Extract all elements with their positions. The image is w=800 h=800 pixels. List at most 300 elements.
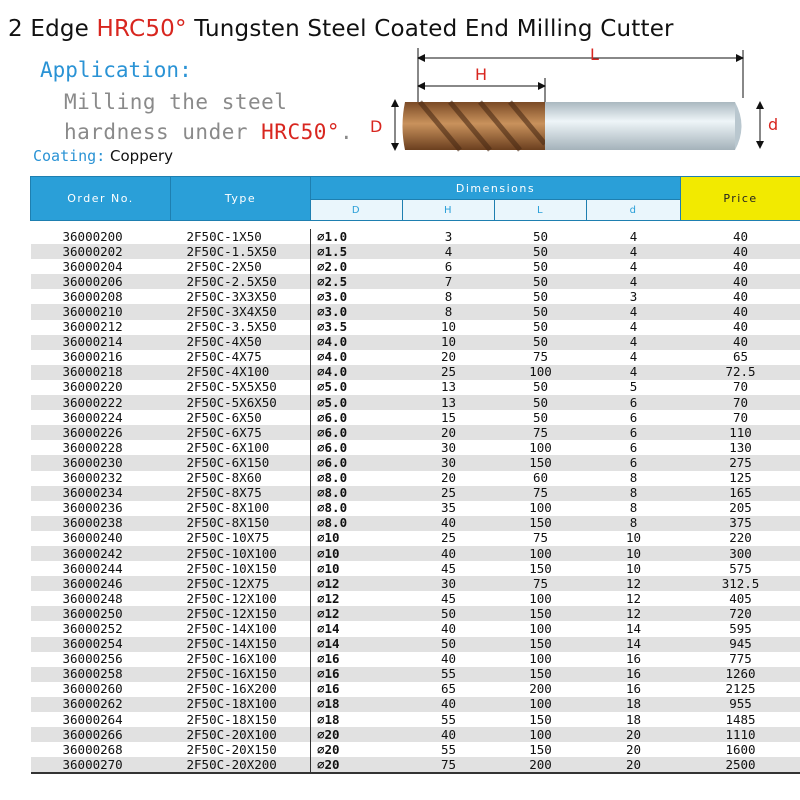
overall-length-cell: 50 — [495, 259, 587, 274]
diameter-cell: ⌀4.0 — [311, 365, 403, 380]
shank-diameter-cell: 8 — [587, 471, 681, 486]
shank-diameter-cell: 4 — [587, 244, 681, 259]
type-cell: 2F50C-4X75 — [171, 350, 311, 365]
overall-length-cell: 75 — [495, 576, 587, 591]
specification-table — [30, 176, 800, 774]
overall-length-cell: 200 — [495, 682, 587, 697]
price-cell: 945 — [681, 637, 800, 652]
overall-length-cell: 100 — [495, 365, 587, 380]
price-cell: 40 — [681, 304, 800, 319]
diameter-cell: ⌀4.0 — [311, 350, 403, 365]
cutter-shank-end — [735, 102, 742, 150]
header-d: d — [587, 200, 681, 221]
flute-length-cell: 40 — [403, 621, 495, 636]
header-type: Type — [171, 177, 311, 221]
table-row — [31, 516, 800, 531]
type-cell: 2F50C-6X50 — [171, 410, 311, 425]
header-order-no: Order No. — [31, 177, 171, 221]
table-row — [31, 591, 800, 606]
price-cell: 70 — [681, 410, 800, 425]
overall-length-cell: 100 — [495, 591, 587, 606]
order-no-cell: 36000214 — [31, 335, 171, 350]
overall-length-cell: 50 — [495, 304, 587, 319]
diameter-cell: ⌀6.0 — [311, 410, 403, 425]
overall-length-cell: 150 — [495, 561, 587, 576]
shank-diameter-cell: 4 — [587, 320, 681, 335]
order-no-cell: 36000252 — [31, 621, 171, 636]
order-no-cell: 36000262 — [31, 697, 171, 712]
shank-diameter-cell: 8 — [587, 486, 681, 501]
order-no-cell: 36000224 — [31, 410, 171, 425]
label-d: d — [768, 115, 779, 134]
order-no-cell: 36000250 — [31, 606, 171, 621]
order-no-cell: 36000208 — [31, 289, 171, 304]
type-cell: 2F50C-8X75 — [171, 486, 311, 501]
price-cell: 955 — [681, 697, 800, 712]
price-cell: 312.5 — [681, 576, 800, 591]
order-no-cell: 36000232 — [31, 471, 171, 486]
price-cell: 125 — [681, 471, 800, 486]
flute-length-cell: 20 — [403, 425, 495, 440]
flute-length-cell: 35 — [403, 501, 495, 516]
application-label: Application: — [40, 58, 192, 82]
diameter-cell: ⌀3.5 — [311, 320, 403, 335]
order-no-cell: 36000216 — [31, 350, 171, 365]
table-row — [31, 259, 800, 274]
shank-diameter-cell: 4 — [587, 229, 681, 244]
type-cell: 2F50C-4X50 — [171, 335, 311, 350]
diameter-cell: ⌀20 — [311, 742, 403, 757]
price-cell: 595 — [681, 621, 800, 636]
price-cell: 40 — [681, 244, 800, 259]
flute-length-cell: 40 — [403, 652, 495, 667]
order-no-cell: 36000256 — [31, 652, 171, 667]
order-no-cell: 36000254 — [31, 637, 171, 652]
type-cell: 2F50C-10X150 — [171, 561, 311, 576]
overall-length-cell: 100 — [495, 440, 587, 455]
table-row — [31, 440, 800, 455]
table-spacer — [31, 221, 800, 230]
price-cell: 205 — [681, 501, 800, 516]
overall-length-cell: 50 — [495, 320, 587, 335]
flute-length-cell: 55 — [403, 712, 495, 727]
type-cell: 2F50C-8X60 — [171, 471, 311, 486]
price-cell: 1110 — [681, 727, 800, 742]
title-hardness: HRC50° — [96, 16, 187, 42]
overall-length-cell: 50 — [495, 410, 587, 425]
flute-length-cell: 13 — [403, 380, 495, 395]
application-line2-text: hardness under — [64, 120, 262, 144]
order-no-cell: 36000248 — [31, 591, 171, 606]
application-hardness: HRC50° — [261, 120, 341, 144]
table-row — [31, 289, 800, 304]
shank-diameter-cell: 12 — [587, 591, 681, 606]
flute-length-cell: 10 — [403, 335, 495, 350]
order-no-cell: 36000236 — [31, 501, 171, 516]
shank-diameter-cell: 18 — [587, 697, 681, 712]
price-cell: 40 — [681, 289, 800, 304]
price-cell: 40 — [681, 259, 800, 274]
type-cell: 2F50C-8X100 — [171, 501, 311, 516]
order-no-cell: 36000266 — [31, 727, 171, 742]
price-cell: 72.5 — [681, 365, 800, 380]
price-cell: 720 — [681, 606, 800, 621]
flute-length-cell: 4 — [403, 244, 495, 259]
flute-length-cell: 40 — [403, 727, 495, 742]
overall-length-cell: 150 — [495, 742, 587, 757]
diameter-cell: ⌀18 — [311, 712, 403, 727]
table-row — [31, 576, 800, 591]
overall-length-cell: 150 — [495, 637, 587, 652]
price-cell: 40 — [681, 335, 800, 350]
order-no-cell: 36000240 — [31, 531, 171, 546]
overall-length-cell: 60 — [495, 471, 587, 486]
flute-length-cell: 30 — [403, 576, 495, 591]
flute-length-cell: 25 — [403, 486, 495, 501]
coating-info — [33, 147, 173, 165]
table-row — [31, 320, 800, 335]
shank-diameter-cell: 10 — [587, 561, 681, 576]
flute-length-cell: 7 — [403, 274, 495, 289]
order-no-cell: 36000234 — [31, 486, 171, 501]
table-row — [31, 425, 800, 440]
order-no-cell: 36000246 — [31, 576, 171, 591]
order-no-cell: 36000230 — [31, 455, 171, 470]
table-row — [31, 410, 800, 425]
shank-diameter-cell: 18 — [587, 712, 681, 727]
type-cell: 2F50C-1.5X50 — [171, 244, 311, 259]
type-cell: 2F50C-8X150 — [171, 516, 311, 531]
price-cell: 165 — [681, 486, 800, 501]
flute-length-cell: 45 — [403, 561, 495, 576]
table-row — [31, 742, 800, 757]
flute-length-cell: 25 — [403, 531, 495, 546]
table-row — [31, 244, 800, 259]
shank-diameter-cell: 10 — [587, 531, 681, 546]
table-row — [31, 561, 800, 576]
type-cell: 2F50C-6X75 — [171, 425, 311, 440]
type-cell: 2F50C-10X100 — [171, 546, 311, 561]
order-no-cell: 36000202 — [31, 244, 171, 259]
type-cell: 2F50C-3X4X50 — [171, 304, 311, 319]
diameter-cell: ⌀1.5 — [311, 244, 403, 259]
order-no-cell: 36000264 — [31, 712, 171, 727]
diameter-cell: ⌀3.0 — [311, 304, 403, 319]
header-L: L — [495, 200, 587, 221]
flute-length-cell: 30 — [403, 440, 495, 455]
table-row — [31, 486, 800, 501]
price-cell: 40 — [681, 229, 800, 244]
overall-length-cell: 75 — [495, 425, 587, 440]
diameter-cell: ⌀14 — [311, 637, 403, 652]
price-cell: 110 — [681, 425, 800, 440]
diameter-cell: ⌀8.0 — [311, 501, 403, 516]
diameter-cell: ⌀8.0 — [311, 486, 403, 501]
diameter-cell: ⌀14 — [311, 621, 403, 636]
title-part2: Tungsten Steel Coated End Milling Cutter — [186, 16, 674, 42]
flute-length-cell: 30 — [403, 455, 495, 470]
price-cell: 375 — [681, 516, 800, 531]
overall-length-cell: 150 — [495, 606, 587, 621]
diameter-cell: ⌀5.0 — [311, 395, 403, 410]
table-row — [31, 229, 800, 244]
type-cell: 2F50C-18X150 — [171, 712, 311, 727]
diameter-cell: ⌀2.0 — [311, 259, 403, 274]
overall-length-cell: 150 — [495, 516, 587, 531]
type-cell: 2F50C-5X6X50 — [171, 395, 311, 410]
overall-length-cell: 75 — [495, 486, 587, 501]
type-cell: 2F50C-2X50 — [171, 259, 311, 274]
type-cell: 2F50C-14X100 — [171, 621, 311, 636]
shank-diameter-cell: 16 — [587, 652, 681, 667]
order-no-cell: 36000238 — [31, 516, 171, 531]
diameter-cell: ⌀16 — [311, 667, 403, 682]
application-line1: Milling the steel — [64, 90, 288, 114]
diameter-cell: ⌀3.0 — [311, 289, 403, 304]
order-no-cell: 36000218 — [31, 365, 171, 380]
order-no-cell: 36000204 — [31, 259, 171, 274]
diameter-cell: ⌀12 — [311, 576, 403, 591]
diameter-cell: ⌀10 — [311, 546, 403, 561]
application-line2 — [64, 120, 353, 144]
overall-length-cell: 150 — [495, 712, 587, 727]
type-cell: 2F50C-20X100 — [171, 727, 311, 742]
table-row — [31, 682, 800, 697]
flute-length-cell: 10 — [403, 320, 495, 335]
price-cell: 70 — [681, 380, 800, 395]
flute-length-cell: 3 — [403, 229, 495, 244]
type-cell: 2F50C-6X100 — [171, 440, 311, 455]
shank-diameter-cell: 6 — [587, 395, 681, 410]
order-no-cell: 36000242 — [31, 546, 171, 561]
table-row — [31, 652, 800, 667]
type-cell: 2F50C-12X150 — [171, 606, 311, 621]
price-cell: 65 — [681, 350, 800, 365]
overall-length-cell: 100 — [495, 546, 587, 561]
type-cell: 2F50C-16X100 — [171, 652, 311, 667]
diameter-cell: ⌀20 — [311, 757, 403, 773]
diameter-cell: ⌀12 — [311, 591, 403, 606]
type-cell: 2F50C-18X100 — [171, 697, 311, 712]
diameter-cell: ⌀16 — [311, 682, 403, 697]
type-cell: 2F50C-2.5X50 — [171, 274, 311, 289]
label-D: D — [370, 117, 383, 136]
table-row — [31, 727, 800, 742]
table-row — [31, 380, 800, 395]
header-dimensions: Dimensions — [311, 177, 681, 200]
flute-length-cell: 65 — [403, 682, 495, 697]
type-cell: 2F50C-12X75 — [171, 576, 311, 591]
overall-length-cell: 200 — [495, 757, 587, 773]
order-no-cell: 36000228 — [31, 440, 171, 455]
table-row — [31, 395, 800, 410]
shank-diameter-cell: 8 — [587, 516, 681, 531]
table-row — [31, 712, 800, 727]
diameter-cell: ⌀8.0 — [311, 471, 403, 486]
type-cell: 2F50C-6X150 — [171, 455, 311, 470]
shank-diameter-cell: 4 — [587, 304, 681, 319]
order-no-cell: 36000206 — [31, 274, 171, 289]
title-part1: 2 Edge — [8, 16, 97, 42]
type-cell: 2F50C-5X5X50 — [171, 380, 311, 395]
type-cell: 2F50C-16X150 — [171, 667, 311, 682]
price-cell: 40 — [681, 320, 800, 335]
table-row — [31, 606, 800, 621]
shank-diameter-cell: 20 — [587, 742, 681, 757]
table-row — [31, 304, 800, 319]
price-cell: 405 — [681, 591, 800, 606]
flute-length-cell: 55 — [403, 742, 495, 757]
type-cell: 2F50C-16X200 — [171, 682, 311, 697]
diameter-cell: ⌀12 — [311, 606, 403, 621]
price-cell: 220 — [681, 531, 800, 546]
flute-length-cell: 25 — [403, 365, 495, 380]
type-cell: 2F50C-3X3X50 — [171, 289, 311, 304]
header-H: H — [403, 200, 495, 221]
diameter-cell: ⌀10 — [311, 531, 403, 546]
type-cell: 2F50C-20X200 — [171, 757, 311, 773]
overall-length-cell: 50 — [495, 395, 587, 410]
table-row — [31, 637, 800, 652]
shank-diameter-cell: 4 — [587, 274, 681, 289]
diameter-cell: ⌀10 — [311, 561, 403, 576]
table-row — [31, 757, 800, 773]
overall-length-cell: 100 — [495, 652, 587, 667]
type-cell: 2F50C-14X150 — [171, 637, 311, 652]
price-cell: 1600 — [681, 742, 800, 757]
shank-diameter-cell: 5 — [587, 380, 681, 395]
price-cell: 1260 — [681, 667, 800, 682]
type-cell: 2F50C-10X75 — [171, 531, 311, 546]
order-no-cell: 36000268 — [31, 742, 171, 757]
application-period: . — [340, 120, 354, 144]
shank-diameter-cell: 14 — [587, 621, 681, 636]
diameter-cell: ⌀4.0 — [311, 335, 403, 350]
shank-diameter-cell: 12 — [587, 576, 681, 591]
shank-diameter-cell: 16 — [587, 667, 681, 682]
type-cell: 2F50C-1X50 — [171, 229, 311, 244]
overall-length-cell: 50 — [495, 289, 587, 304]
type-cell: 2F50C-12X100 — [171, 591, 311, 606]
table-row — [31, 335, 800, 350]
table-row — [31, 667, 800, 682]
order-no-cell: 36000270 — [31, 757, 171, 773]
shank-diameter-cell: 4 — [587, 365, 681, 380]
order-no-cell: 36000260 — [31, 682, 171, 697]
overall-length-cell: 150 — [495, 455, 587, 470]
table-row — [31, 546, 800, 561]
flute-length-cell: 8 — [403, 289, 495, 304]
diameter-cell: ⌀2.5 — [311, 274, 403, 289]
flute-length-cell: 40 — [403, 516, 495, 531]
order-no-cell: 36000258 — [31, 667, 171, 682]
table-row — [31, 501, 800, 516]
shank-diameter-cell: 4 — [587, 350, 681, 365]
overall-length-cell: 50 — [495, 380, 587, 395]
shank-diameter-cell: 4 — [587, 335, 681, 350]
order-no-cell: 36000212 — [31, 320, 171, 335]
table-row — [31, 697, 800, 712]
overall-length-cell: 150 — [495, 667, 587, 682]
header-D: D — [311, 200, 403, 221]
order-no-cell: 36000210 — [31, 304, 171, 319]
flute-length-cell: 20 — [403, 471, 495, 486]
shank-diameter-cell: 14 — [587, 637, 681, 652]
diameter-cell: ⌀20 — [311, 727, 403, 742]
diameter-cell: ⌀16 — [311, 652, 403, 667]
shank-diameter-cell: 8 — [587, 501, 681, 516]
diameter-cell: ⌀8.0 — [311, 516, 403, 531]
price-cell: 2500 — [681, 757, 800, 773]
price-cell: 2125 — [681, 682, 800, 697]
price-cell: 300 — [681, 546, 800, 561]
table-row — [31, 621, 800, 636]
label-L: L — [590, 45, 599, 64]
overall-length-cell: 100 — [495, 727, 587, 742]
overall-length-cell: 100 — [495, 501, 587, 516]
shank-diameter-cell: 16 — [587, 682, 681, 697]
flute-length-cell: 75 — [403, 757, 495, 773]
cutter-shank — [545, 102, 735, 150]
table-row — [31, 365, 800, 380]
shank-diameter-cell: 6 — [587, 455, 681, 470]
price-cell: 40 — [681, 274, 800, 289]
overall-length-cell: 75 — [495, 531, 587, 546]
overall-length-cell: 50 — [495, 229, 587, 244]
shank-diameter-cell: 12 — [587, 606, 681, 621]
order-no-cell: 36000244 — [31, 561, 171, 576]
diameter-cell: ⌀1.0 — [311, 229, 403, 244]
flute-length-cell: 40 — [403, 697, 495, 712]
shank-diameter-cell: 6 — [587, 410, 681, 425]
shank-diameter-cell: 10 — [587, 546, 681, 561]
diameter-cell: ⌀5.0 — [311, 380, 403, 395]
label-H: H — [475, 65, 488, 84]
overall-length-cell: 50 — [495, 244, 587, 259]
cutter-diagram — [360, 38, 800, 170]
type-cell: 2F50C-4X100 — [171, 365, 311, 380]
header-price: Price — [681, 177, 800, 221]
diameter-cell: ⌀6.0 — [311, 455, 403, 470]
flute-length-cell: 8 — [403, 304, 495, 319]
flute-length-cell: 6 — [403, 259, 495, 274]
table-row — [31, 350, 800, 365]
flute-length-cell: 15 — [403, 410, 495, 425]
table-row — [31, 531, 800, 546]
table-row — [31, 455, 800, 470]
shank-diameter-cell: 20 — [587, 757, 681, 773]
order-no-cell: 36000200 — [31, 229, 171, 244]
price-cell: 130 — [681, 440, 800, 455]
overall-length-cell: 50 — [495, 335, 587, 350]
shank-diameter-cell: 20 — [587, 727, 681, 742]
order-no-cell: 36000220 — [31, 380, 171, 395]
type-cell: 2F50C-20X150 — [171, 742, 311, 757]
shank-diameter-cell: 6 — [587, 425, 681, 440]
price-cell: 775 — [681, 652, 800, 667]
flute-length-cell: 55 — [403, 667, 495, 682]
price-cell: 575 — [681, 561, 800, 576]
flute-length-cell: 13 — [403, 395, 495, 410]
type-cell: 2F50C-3.5X50 — [171, 320, 311, 335]
table-row — [31, 274, 800, 289]
table-row — [31, 471, 800, 486]
shank-diameter-cell: 4 — [587, 259, 681, 274]
overall-length-cell: 50 — [495, 274, 587, 289]
overall-length-cell: 75 — [495, 350, 587, 365]
order-no-cell: 36000226 — [31, 425, 171, 440]
overall-length-cell: 100 — [495, 621, 587, 636]
